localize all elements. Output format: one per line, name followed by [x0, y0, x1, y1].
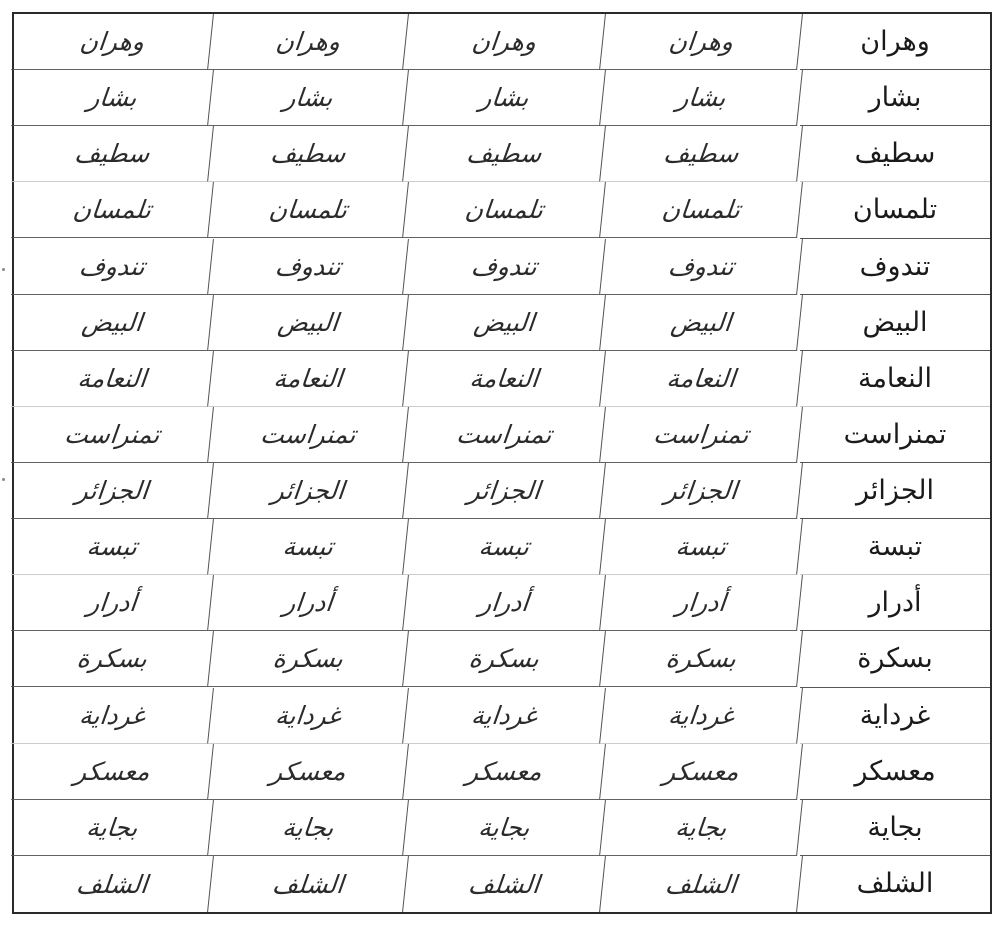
handwritten-sample-cell: سطيف	[403, 126, 606, 182]
handwritten-sample-cell: معسكر	[208, 744, 409, 800]
handwritten-sample-cell: بسكرة	[600, 631, 803, 687]
handwritten-sample-cell: النعامة	[11, 351, 214, 407]
handwritten-sample-cell: البيض	[600, 295, 803, 351]
handwritten-sample-cell: معسكر	[403, 744, 606, 800]
handwritten-sample-cell: النعامة	[403, 351, 606, 407]
typed-reference-cell: غرداية	[800, 688, 990, 744]
handwritten-sample-cell: أدرار	[208, 575, 409, 631]
handwritten-sample-cell: تبسة	[208, 519, 409, 575]
handwritten-sample-cell: الشلف	[11, 856, 214, 912]
handwritten-sample-cell: تلمسان	[403, 182, 606, 238]
typed-reference-cell: الشلف	[856, 868, 934, 900]
handwritten-sample-cell: غرداية	[600, 688, 803, 744]
handwritten-sample-cell: بشار	[11, 70, 214, 126]
handwritten-sample-cell: بجاية	[600, 800, 803, 856]
handwritten-sample-cell: تندوف	[11, 239, 214, 295]
typed-reference-cell: تندوف	[800, 239, 990, 295]
handwritten-sample-cell: تبسة	[600, 519, 803, 575]
handwriting-sample-table	[12, 12, 992, 914]
handwritten-sample-cell: النعامة	[208, 351, 409, 407]
handwritten-sample-cell: أدرار	[403, 575, 606, 631]
handwritten-sample-cell: معسكر	[600, 744, 803, 800]
typed-reference-cell: تلمسان	[800, 182, 990, 238]
typed-reference-cell: النعامة	[800, 351, 990, 407]
handwritten-sample-cell: بجاية	[403, 800, 606, 856]
handwritten-sample-cell: تلمسان	[600, 182, 803, 238]
handwritten-sample-cell: الشلف	[208, 856, 409, 912]
handwritten-sample-cell: تبسة	[403, 519, 606, 575]
handwritten-sample-cell: وهران	[600, 14, 803, 70]
typed-reference-cell: بسكرة	[800, 631, 990, 687]
typed-reference-cell: تبسة	[800, 519, 990, 575]
handwritten-sample-cell: الجزائر	[403, 463, 606, 519]
handwritten-sample-cell: الشلف	[600, 856, 803, 912]
handwritten-sample-cell: وهران	[403, 14, 606, 70]
typed-reference-cell: معسكر	[800, 744, 990, 800]
handwritten-sample-cell: تلمسان	[208, 182, 409, 238]
typed-reference-cell: بجاية	[800, 800, 990, 856]
handwritten-sample-cell: تبسة	[11, 519, 214, 575]
handwritten-sample-cell: بشار	[600, 70, 803, 126]
handwritten-sample-cell: بسكرة	[11, 631, 214, 687]
handwritten-sample-cell: الجزائر	[600, 463, 803, 519]
handwritten-sample-cell: بجاية	[208, 800, 409, 856]
handwritten-sample-cell: النعامة	[600, 351, 803, 407]
handwritten-sample-cell: تمنراست	[600, 407, 803, 463]
typed-reference-cell: وهران	[800, 14, 990, 70]
handwritten-sample-cell: تمنراست	[11, 407, 214, 463]
margin-speck	[2, 268, 5, 271]
typed-reference-cell: تمنراست	[800, 407, 990, 463]
handwritten-sample-cell: أدرار	[11, 575, 214, 631]
handwritten-sample-cell: وهران	[208, 14, 409, 70]
handwritten-sample-cell: غرداية	[11, 688, 214, 744]
typed-reference-cell: أدرار	[800, 575, 990, 631]
handwritten-sample-cell: البيض	[11, 295, 214, 351]
handwritten-sample-cell: غرداية	[403, 688, 606, 744]
handwritten-sample-cell: الشلف	[403, 856, 606, 912]
typed-reference-cell: بشار	[800, 70, 990, 126]
handwritten-sample-cell: تندوف	[403, 239, 606, 295]
margin-speck	[2, 478, 5, 481]
handwritten-sample-cell: تندوف	[600, 239, 803, 295]
handwritten-sample-cell: بشار	[208, 70, 409, 126]
handwritten-sample-cell: سطيف	[600, 126, 803, 182]
handwritten-sample-cell: الجزائر	[208, 463, 409, 519]
handwritten-sample-cell: الجزائر	[11, 463, 214, 519]
typed-reference-cell: الجزائر	[800, 463, 990, 519]
handwritten-sample-cell: بسكرة	[403, 631, 606, 687]
handwritten-sample-cell: معسكر	[11, 744, 214, 800]
handwritten-sample-cell: تمنراست	[403, 407, 606, 463]
typed-reference-cell: البيض	[800, 295, 990, 351]
handwritten-sample-cell: بسكرة	[208, 631, 409, 687]
handwritten-sample-cell: وهران	[11, 14, 214, 70]
handwritten-sample-cell: غرداية	[208, 688, 409, 744]
handwritten-sample-cell: تلمسان	[11, 182, 214, 238]
handwritten-sample-cell: أدرار	[600, 575, 803, 631]
handwritten-sample-cell: سطيف	[208, 126, 409, 182]
handwritten-sample-cell: البيض	[403, 295, 606, 351]
handwritten-sample-cell: تمنراست	[208, 407, 409, 463]
handwritten-sample-cell: البيض	[208, 295, 409, 351]
handwritten-sample-cell: سطيف	[11, 126, 214, 182]
handwritten-sample-cell: تندوف	[208, 239, 409, 295]
typed-reference-cell: سطيف	[800, 126, 990, 182]
handwritten-sample-cell: بشار	[403, 70, 606, 126]
handwritten-sample-cell: بجاية	[11, 800, 214, 856]
